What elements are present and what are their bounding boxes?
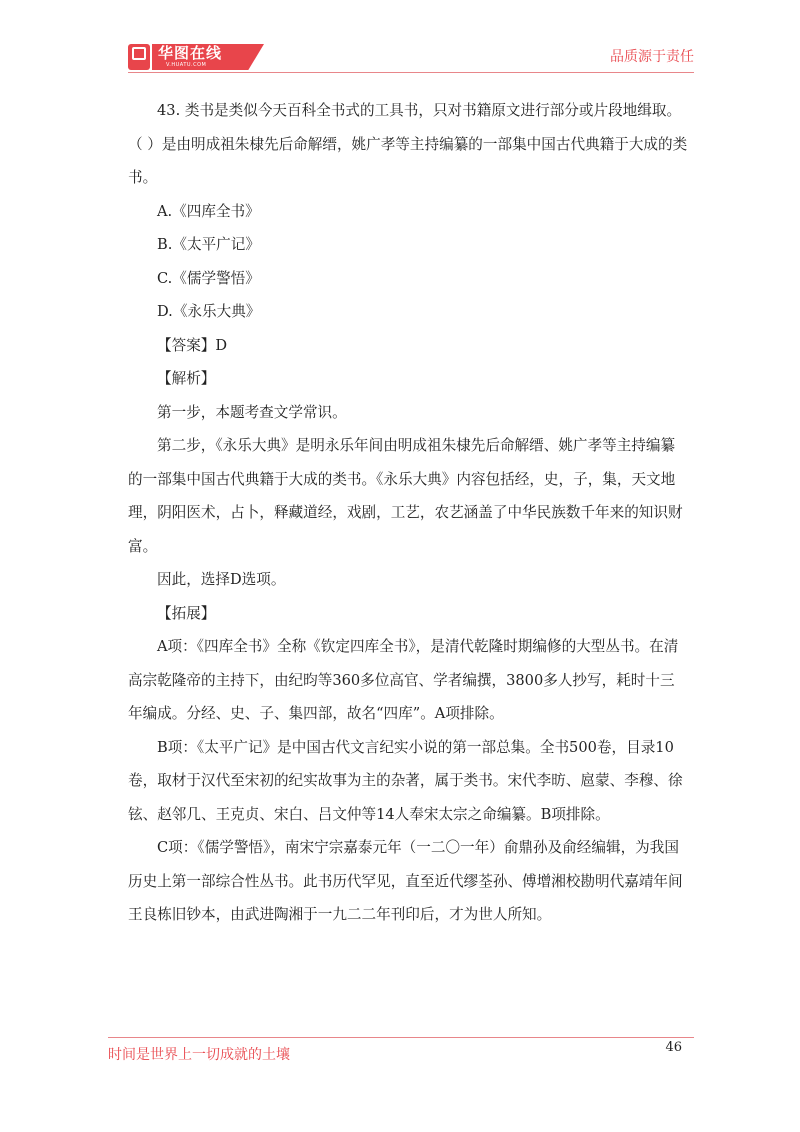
huatu-logo-icon (128, 44, 150, 70)
option-d: D.《永乐大典》 (157, 303, 261, 320)
page-number: 46 (665, 1040, 682, 1055)
answer-label: 【答案】D (157, 336, 228, 354)
analysis-conclusion: 因此，选择D选项。 (157, 571, 286, 588)
analysis-step-1: 第一步，本题考查文学常识。 (157, 403, 347, 421)
question-body (128, 94, 688, 932)
question-stem: 43. 类书是类似今天百科全书式的工具书，只对书籍原文进行部分或片段地缉取。（ ）是由明成祖朱棣先后命解缙，姚广孝等主持编纂的一部集中国古代典籍于大成的类书。 (128, 102, 688, 186)
extension-a: A项：《四库全书》全称《钦定四库全书》，是清代乾隆时期编修的大型丛书。在清高宗乾隆帝的主持下，由纪昀等360多位高官、学者编撰，3800多人抄写，耗时十三年编成。分经、史、子、集四部，故名“四库”。A项排除。 (128, 638, 679, 722)
option-c: C.《儒学警悟》 (157, 269, 260, 287)
extension-c: C项：《儒学警悟》，南宋宁宗嘉泰元年（一二〇一年）俞鼎孙及俞经编辑，为我国历史上第一部综合性丛书。此书历代罕见，直至近代缪荃孙、傅增湘校勘明代嘉靖年间王良栋旧钞本，由武进陶湘于一九二二年刊印后，才为世人所知。 (128, 839, 683, 923)
analysis-label: 【解析】 (157, 370, 216, 387)
footer-divider (108, 1037, 694, 1038)
header-divider (128, 72, 694, 73)
option-b: B.《太平广记》 (157, 236, 260, 253)
logo-text: 华图在线 (158, 44, 223, 62)
option-a: A.《四库全书》 (157, 202, 260, 220)
logo-mark (132, 47, 146, 60)
logo-url: V.HUATU.COM (166, 62, 207, 68)
analysis-step-2: 第二步，《永乐大典》是明永乐年间由明成祖朱棣先后命解缙、姚广孝等主持编纂的一部集中国古代典籍于大成的类书。《永乐大典》内容包括经，史，子，集，天文地理，阴阳医术，占卜，释藏道经，戏剧，工艺，农艺涵盖了中华民族数千年来的知识财富。 (128, 437, 683, 555)
extension-label: 【拓展】 (157, 604, 216, 622)
footer-slogan: 时间是世界上一切成就的土壤 (108, 1047, 290, 1063)
extension-b: B项：《太平广记》是中国古代文言纪实小说的第一部总集。全书500卷，目录10卷，取材于汉代至宋初的纪实故事为主的杂著，属于类书。宋代李昉、扈蒙、李穆、徐铉、赵邻几、王克贞、宋白、吕文仲等14人奉宋太宗之命编纂。B项排除。 (128, 738, 683, 823)
page-header (0, 0, 800, 80)
header-slogan: 品质源于责任 (610, 49, 694, 65)
